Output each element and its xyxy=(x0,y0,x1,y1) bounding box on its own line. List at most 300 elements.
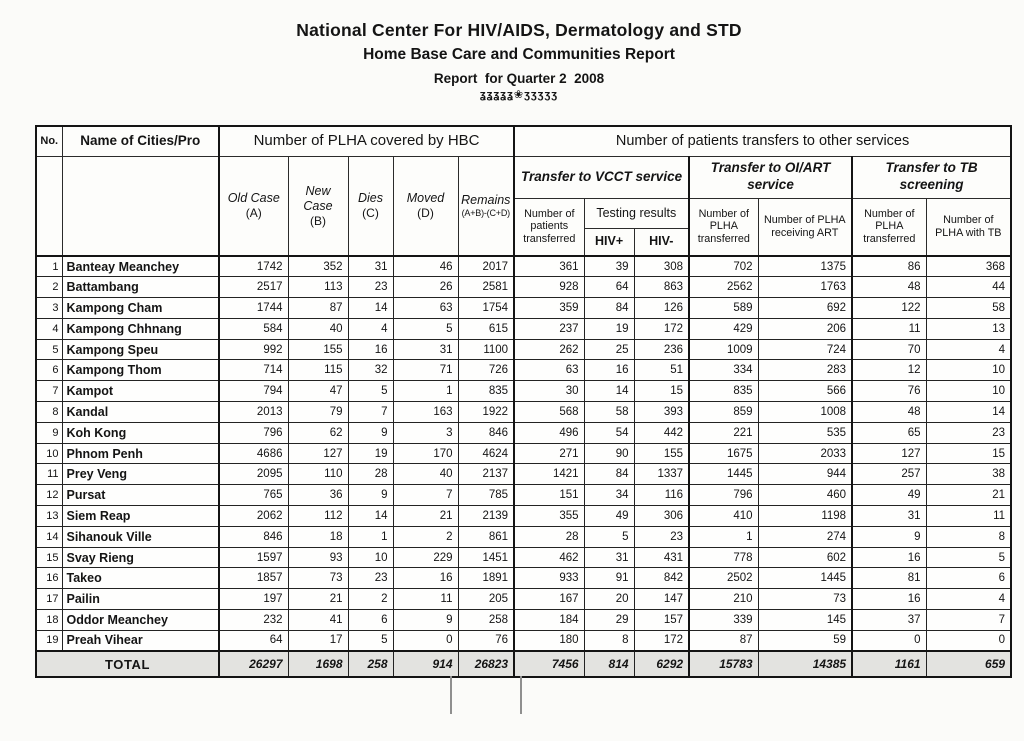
value-cell: 271 xyxy=(514,443,584,464)
scan-artifact-line xyxy=(450,676,452,714)
value-cell: 21 xyxy=(926,485,1011,506)
value-cell: 23 xyxy=(348,277,393,298)
value-cell: 205 xyxy=(458,589,514,610)
value-cell: 702 xyxy=(689,256,758,277)
row-number-cell: 3 xyxy=(36,298,62,319)
value-cell: 41 xyxy=(288,610,348,631)
value-cell: 73 xyxy=(288,568,348,589)
value-cell: 714 xyxy=(219,360,288,381)
value-cell: 460 xyxy=(758,485,852,506)
value-cell: 23 xyxy=(926,422,1011,443)
value-cell: 163 xyxy=(393,402,458,423)
scan-artifact-line xyxy=(520,676,522,714)
province-name-cell: Prey Veng xyxy=(62,464,219,485)
value-cell: 14 xyxy=(348,506,393,527)
value-cell: 9 xyxy=(852,526,926,547)
row-number-cell: 10 xyxy=(36,443,62,464)
value-cell: 87 xyxy=(689,630,758,651)
value-cell: 861 xyxy=(458,526,514,547)
value-cell: 20 xyxy=(584,589,634,610)
value-cell: 2 xyxy=(393,526,458,547)
value-cell: 155 xyxy=(288,339,348,360)
value-cell: 58 xyxy=(584,402,634,423)
table-row xyxy=(36,422,1011,443)
table-header xyxy=(36,126,1011,256)
header-hiv-negative: HIV- xyxy=(634,228,689,256)
value-cell: 431 xyxy=(634,547,689,568)
value-cell: 859 xyxy=(689,402,758,423)
value-cell: 0 xyxy=(852,630,926,651)
value-cell: 442 xyxy=(634,422,689,443)
value-cell: 726 xyxy=(458,360,514,381)
total-value-cell: 6292 xyxy=(634,651,689,677)
value-cell: 40 xyxy=(393,464,458,485)
value-cell: 157 xyxy=(634,610,689,631)
value-cell: 112 xyxy=(288,506,348,527)
province-name-cell: Kandal xyxy=(62,402,219,423)
table-row xyxy=(36,256,1011,277)
total-value-cell: 14385 xyxy=(758,651,852,677)
value-cell: 863 xyxy=(634,277,689,298)
value-cell: 393 xyxy=(634,402,689,423)
value-cell: 1 xyxy=(393,381,458,402)
value-cell: 1100 xyxy=(458,339,514,360)
value-cell: 1891 xyxy=(458,568,514,589)
value-cell: 23 xyxy=(348,568,393,589)
row-number-cell: 5 xyxy=(36,339,62,360)
value-cell: 221 xyxy=(689,422,758,443)
value-cell: 1744 xyxy=(219,298,288,319)
value-cell: 47 xyxy=(288,381,348,402)
table-row xyxy=(36,526,1011,547)
value-cell: 73 xyxy=(758,589,852,610)
value-cell: 1451 xyxy=(458,547,514,568)
value-cell: 6 xyxy=(348,610,393,631)
value-cell: 46 xyxy=(393,256,458,277)
value-cell: 15 xyxy=(926,443,1011,464)
total-value-cell: 15783 xyxy=(689,651,758,677)
header-moved: Moved (D) xyxy=(393,156,458,256)
value-cell: 151 xyxy=(514,485,584,506)
table-row xyxy=(36,443,1011,464)
table-row xyxy=(36,298,1011,319)
total-value-cell: 1161 xyxy=(852,651,926,677)
header-tb-with: Number of PLHA with TB xyxy=(926,198,1011,256)
table-row xyxy=(36,547,1011,568)
total-value-cell: 26297 xyxy=(219,651,288,677)
total-value-cell: 26823 xyxy=(458,651,514,677)
value-cell: 692 xyxy=(758,298,852,319)
value-cell: 568 xyxy=(514,402,584,423)
value-cell: 91 xyxy=(584,568,634,589)
value-cell: 2139 xyxy=(458,506,514,527)
value-cell: 535 xyxy=(758,422,852,443)
row-number-cell: 2 xyxy=(36,277,62,298)
value-cell: 835 xyxy=(689,381,758,402)
value-cell: 4 xyxy=(926,339,1011,360)
province-name-cell: Battambang xyxy=(62,277,219,298)
value-cell: 9 xyxy=(348,422,393,443)
value-cell: 54 xyxy=(584,422,634,443)
value-cell: 257 xyxy=(852,464,926,485)
value-cell: 32 xyxy=(348,360,393,381)
value-cell: 258 xyxy=(458,610,514,631)
province-name-cell: Kampot xyxy=(62,381,219,402)
value-cell: 49 xyxy=(852,485,926,506)
value-cell: 232 xyxy=(219,610,288,631)
value-cell: 2517 xyxy=(219,277,288,298)
value-cell: 81 xyxy=(852,568,926,589)
value-cell: 1742 xyxy=(219,256,288,277)
value-cell: 589 xyxy=(689,298,758,319)
value-cell: 2013 xyxy=(219,402,288,423)
province-name-cell: Pailin xyxy=(62,589,219,610)
table-row xyxy=(36,610,1011,631)
value-cell: 21 xyxy=(393,506,458,527)
value-cell: 778 xyxy=(689,547,758,568)
header-old-case: Old Case (A) xyxy=(219,156,288,256)
province-name-cell: Preah Vihear xyxy=(62,630,219,651)
row-number-cell: 11 xyxy=(36,464,62,485)
report-table xyxy=(35,125,1012,678)
value-cell: 31 xyxy=(584,547,634,568)
value-cell: 796 xyxy=(689,485,758,506)
row-number-cell: 18 xyxy=(36,610,62,631)
province-name-cell: Kampong Cham xyxy=(62,298,219,319)
value-cell: 172 xyxy=(634,318,689,339)
total-value-cell: 914 xyxy=(393,651,458,677)
value-cell: 5 xyxy=(348,630,393,651)
value-cell: 1857 xyxy=(219,568,288,589)
province-name-cell: Kampong Speu xyxy=(62,339,219,360)
total-label-cell: TOTAL xyxy=(36,651,219,677)
value-cell: 64 xyxy=(584,277,634,298)
value-cell: 352 xyxy=(288,256,348,277)
value-cell: 44 xyxy=(926,277,1011,298)
value-cell: 308 xyxy=(634,256,689,277)
value-cell: 2033 xyxy=(758,443,852,464)
row-number-cell: 13 xyxy=(36,506,62,527)
value-cell: 76 xyxy=(458,630,514,651)
value-cell: 16 xyxy=(584,360,634,381)
value-cell: 1597 xyxy=(219,547,288,568)
value-cell: 796 xyxy=(219,422,288,443)
value-cell: 58 xyxy=(926,298,1011,319)
value-cell: 64 xyxy=(219,630,288,651)
value-cell: 17 xyxy=(288,630,348,651)
value-cell: 0 xyxy=(393,630,458,651)
total-value-cell: 258 xyxy=(348,651,393,677)
header-no: No. xyxy=(36,126,62,156)
row-number-cell: 8 xyxy=(36,402,62,423)
value-cell: 90 xyxy=(584,443,634,464)
value-cell: 170 xyxy=(393,443,458,464)
value-cell: 167 xyxy=(514,589,584,610)
row-number-cell: 17 xyxy=(36,589,62,610)
value-cell: 30 xyxy=(514,381,584,402)
value-cell: 87 xyxy=(288,298,348,319)
value-cell: 210 xyxy=(689,589,758,610)
value-cell: 283 xyxy=(758,360,852,381)
value-cell: 2137 xyxy=(458,464,514,485)
value-cell: 361 xyxy=(514,256,584,277)
value-cell: 9 xyxy=(393,610,458,631)
decorative-ornament: ʓʓʓʓʓ❀ʒʒʒʒʒ xyxy=(479,89,559,101)
header-name: Name of Cities/Pro xyxy=(62,126,219,156)
report-period: Report for Quarter 2 2008 xyxy=(433,71,605,86)
value-cell: 14 xyxy=(926,402,1011,423)
value-cell: 62 xyxy=(288,422,348,443)
value-cell: 84 xyxy=(584,464,634,485)
header-oiart-transferred: Number of PLHA transferred xyxy=(689,198,758,256)
value-cell: 18 xyxy=(288,526,348,547)
value-cell: 63 xyxy=(393,298,458,319)
value-cell: 116 xyxy=(634,485,689,506)
value-cell: 615 xyxy=(458,318,514,339)
value-cell: 355 xyxy=(514,506,584,527)
value-cell: 84 xyxy=(584,298,634,319)
value-cell: 23 xyxy=(634,526,689,547)
province-name-cell: Oddor Meanchey xyxy=(62,610,219,631)
value-cell: 8 xyxy=(584,630,634,651)
value-cell: 1198 xyxy=(758,506,852,527)
value-cell: 14 xyxy=(584,381,634,402)
value-cell: 262 xyxy=(514,339,584,360)
value-cell: 1337 xyxy=(634,464,689,485)
value-cell: 39 xyxy=(584,256,634,277)
value-cell: 51 xyxy=(634,360,689,381)
value-cell: 48 xyxy=(852,402,926,423)
value-cell: 71 xyxy=(393,360,458,381)
header-testing-results: Testing results xyxy=(584,198,689,228)
province-name-cell: Kampong Chhnang xyxy=(62,318,219,339)
value-cell: 28 xyxy=(514,526,584,547)
value-cell: 26 xyxy=(393,277,458,298)
value-cell: 765 xyxy=(219,485,288,506)
total-value-cell: 1698 xyxy=(288,651,348,677)
value-cell: 16 xyxy=(348,339,393,360)
value-cell: 9 xyxy=(348,485,393,506)
value-cell: 339 xyxy=(689,610,758,631)
value-cell: 2095 xyxy=(219,464,288,485)
row-number-cell: 6 xyxy=(36,360,62,381)
value-cell: 566 xyxy=(758,381,852,402)
value-cell: 10 xyxy=(926,381,1011,402)
value-cell: 147 xyxy=(634,589,689,610)
value-cell: 127 xyxy=(852,443,926,464)
total-value-cell: 7456 xyxy=(514,651,584,677)
value-cell: 274 xyxy=(758,526,852,547)
province-name-cell: Koh Kong xyxy=(62,422,219,443)
value-cell: 236 xyxy=(634,339,689,360)
value-cell: 229 xyxy=(393,547,458,568)
table-total-row xyxy=(36,651,1011,677)
row-number-cell: 15 xyxy=(36,547,62,568)
row-number-cell: 4 xyxy=(36,318,62,339)
value-cell: 15 xyxy=(634,381,689,402)
row-number-cell: 14 xyxy=(36,526,62,547)
header-no-spacer xyxy=(36,156,62,256)
value-cell: 1 xyxy=(348,526,393,547)
value-cell: 12 xyxy=(852,360,926,381)
value-cell: 49 xyxy=(584,506,634,527)
value-cell: 86 xyxy=(852,256,926,277)
value-cell: 842 xyxy=(634,568,689,589)
province-name-cell: Pursat xyxy=(62,485,219,506)
value-cell: 48 xyxy=(852,277,926,298)
header-vcct-transferred: Number of patients transferred xyxy=(514,198,584,256)
value-cell: 206 xyxy=(758,318,852,339)
value-cell: 70 xyxy=(852,339,926,360)
value-cell: 2502 xyxy=(689,568,758,589)
value-cell: 846 xyxy=(458,422,514,443)
value-cell: 7 xyxy=(348,402,393,423)
value-cell: 29 xyxy=(584,610,634,631)
total-value-cell: 814 xyxy=(584,651,634,677)
value-cell: 1375 xyxy=(758,256,852,277)
value-cell: 115 xyxy=(288,360,348,381)
province-name-cell: Sihanouk Ville xyxy=(62,526,219,547)
value-cell: 846 xyxy=(219,526,288,547)
table-row xyxy=(36,277,1011,298)
value-cell: 13 xyxy=(926,318,1011,339)
province-name-cell: Svay Rieng xyxy=(62,547,219,568)
value-cell: 429 xyxy=(689,318,758,339)
table-body xyxy=(36,256,1011,677)
header-tb-title: Transfer to TB screening xyxy=(852,156,1011,198)
value-cell: 31 xyxy=(852,506,926,527)
value-cell: 2562 xyxy=(689,277,758,298)
header-hiv-positive: HIV+ xyxy=(584,228,634,256)
value-cell: 16 xyxy=(393,568,458,589)
value-cell: 2 xyxy=(348,589,393,610)
value-cell: 4686 xyxy=(219,443,288,464)
value-cell: 28 xyxy=(348,464,393,485)
value-cell: 63 xyxy=(514,360,584,381)
value-cell: 4624 xyxy=(458,443,514,464)
table-row xyxy=(36,360,1011,381)
value-cell: 944 xyxy=(758,464,852,485)
row-number-cell: 9 xyxy=(36,422,62,443)
value-cell: 93 xyxy=(288,547,348,568)
value-cell: 155 xyxy=(634,443,689,464)
table-row xyxy=(36,589,1011,610)
value-cell: 76 xyxy=(852,381,926,402)
value-cell: 1 xyxy=(689,526,758,547)
value-cell: 237 xyxy=(514,318,584,339)
value-cell: 359 xyxy=(514,298,584,319)
value-cell: 16 xyxy=(852,547,926,568)
value-cell: 1009 xyxy=(689,339,758,360)
value-cell: 1008 xyxy=(758,402,852,423)
value-cell: 36 xyxy=(288,485,348,506)
value-cell: 4 xyxy=(926,589,1011,610)
value-cell: 7 xyxy=(393,485,458,506)
table-row xyxy=(36,318,1011,339)
value-cell: 794 xyxy=(219,381,288,402)
value-cell: 10 xyxy=(348,547,393,568)
value-cell: 145 xyxy=(758,610,852,631)
province-name-cell: Takeo xyxy=(62,568,219,589)
value-cell: 1922 xyxy=(458,402,514,423)
value-cell: 933 xyxy=(514,568,584,589)
province-name-cell: Banteay Meanchey xyxy=(62,256,219,277)
value-cell: 1763 xyxy=(758,277,852,298)
value-cell: 31 xyxy=(393,339,458,360)
value-cell: 5 xyxy=(348,381,393,402)
value-cell: 19 xyxy=(348,443,393,464)
total-value-cell: 659 xyxy=(926,651,1011,677)
value-cell: 65 xyxy=(852,422,926,443)
value-cell: 6 xyxy=(926,568,1011,589)
value-cell: 306 xyxy=(634,506,689,527)
value-cell: 113 xyxy=(288,277,348,298)
value-cell: 1445 xyxy=(758,568,852,589)
province-name-cell: Siem Reap xyxy=(62,506,219,527)
table-row xyxy=(36,464,1011,485)
report-header xyxy=(0,0,1024,101)
value-cell: 928 xyxy=(514,277,584,298)
value-cell: 4 xyxy=(348,318,393,339)
value-cell: 11 xyxy=(393,589,458,610)
value-cell: 410 xyxy=(689,506,758,527)
value-cell: 21 xyxy=(288,589,348,610)
value-cell: 496 xyxy=(514,422,584,443)
value-cell: 11 xyxy=(852,318,926,339)
page-subtitle: Home Base Care and Communities Report xyxy=(363,46,675,63)
header-group-transfers: Number of patients transfers to other services xyxy=(514,126,1011,156)
value-cell: 172 xyxy=(634,630,689,651)
value-cell: 334 xyxy=(689,360,758,381)
value-cell: 835 xyxy=(458,381,514,402)
value-cell: 11 xyxy=(926,506,1011,527)
row-number-cell: 1 xyxy=(36,256,62,277)
value-cell: 1675 xyxy=(689,443,758,464)
province-name-cell: Kampong Thom xyxy=(62,360,219,381)
header-vcct-title: Transfer to VCCT service xyxy=(514,156,689,198)
page-title: National Center For HIV/AIDS, Dermatology and STD xyxy=(296,20,742,40)
value-cell: 992 xyxy=(219,339,288,360)
header-dies: Dies (C) xyxy=(348,156,393,256)
row-number-cell: 7 xyxy=(36,381,62,402)
value-cell: 34 xyxy=(584,485,634,506)
value-cell: 126 xyxy=(634,298,689,319)
header-oiart-receiving: Number of PLHA receiving ART xyxy=(758,198,852,256)
value-cell: 1754 xyxy=(458,298,514,319)
value-cell: 5 xyxy=(584,526,634,547)
value-cell: 127 xyxy=(288,443,348,464)
table-row xyxy=(36,506,1011,527)
table-row xyxy=(36,381,1011,402)
value-cell: 724 xyxy=(758,339,852,360)
value-cell: 10 xyxy=(926,360,1011,381)
value-cell: 5 xyxy=(926,547,1011,568)
value-cell: 0 xyxy=(926,630,1011,651)
value-cell: 462 xyxy=(514,547,584,568)
row-number-cell: 16 xyxy=(36,568,62,589)
value-cell: 110 xyxy=(288,464,348,485)
value-cell: 197 xyxy=(219,589,288,610)
value-cell: 7 xyxy=(926,610,1011,631)
value-cell: 1445 xyxy=(689,464,758,485)
value-cell: 368 xyxy=(926,256,1011,277)
header-oiart-title: Transfer to OI/ART service xyxy=(689,156,852,198)
value-cell: 1421 xyxy=(514,464,584,485)
value-cell: 14 xyxy=(348,298,393,319)
value-cell: 37 xyxy=(852,610,926,631)
value-cell: 25 xyxy=(584,339,634,360)
value-cell: 602 xyxy=(758,547,852,568)
